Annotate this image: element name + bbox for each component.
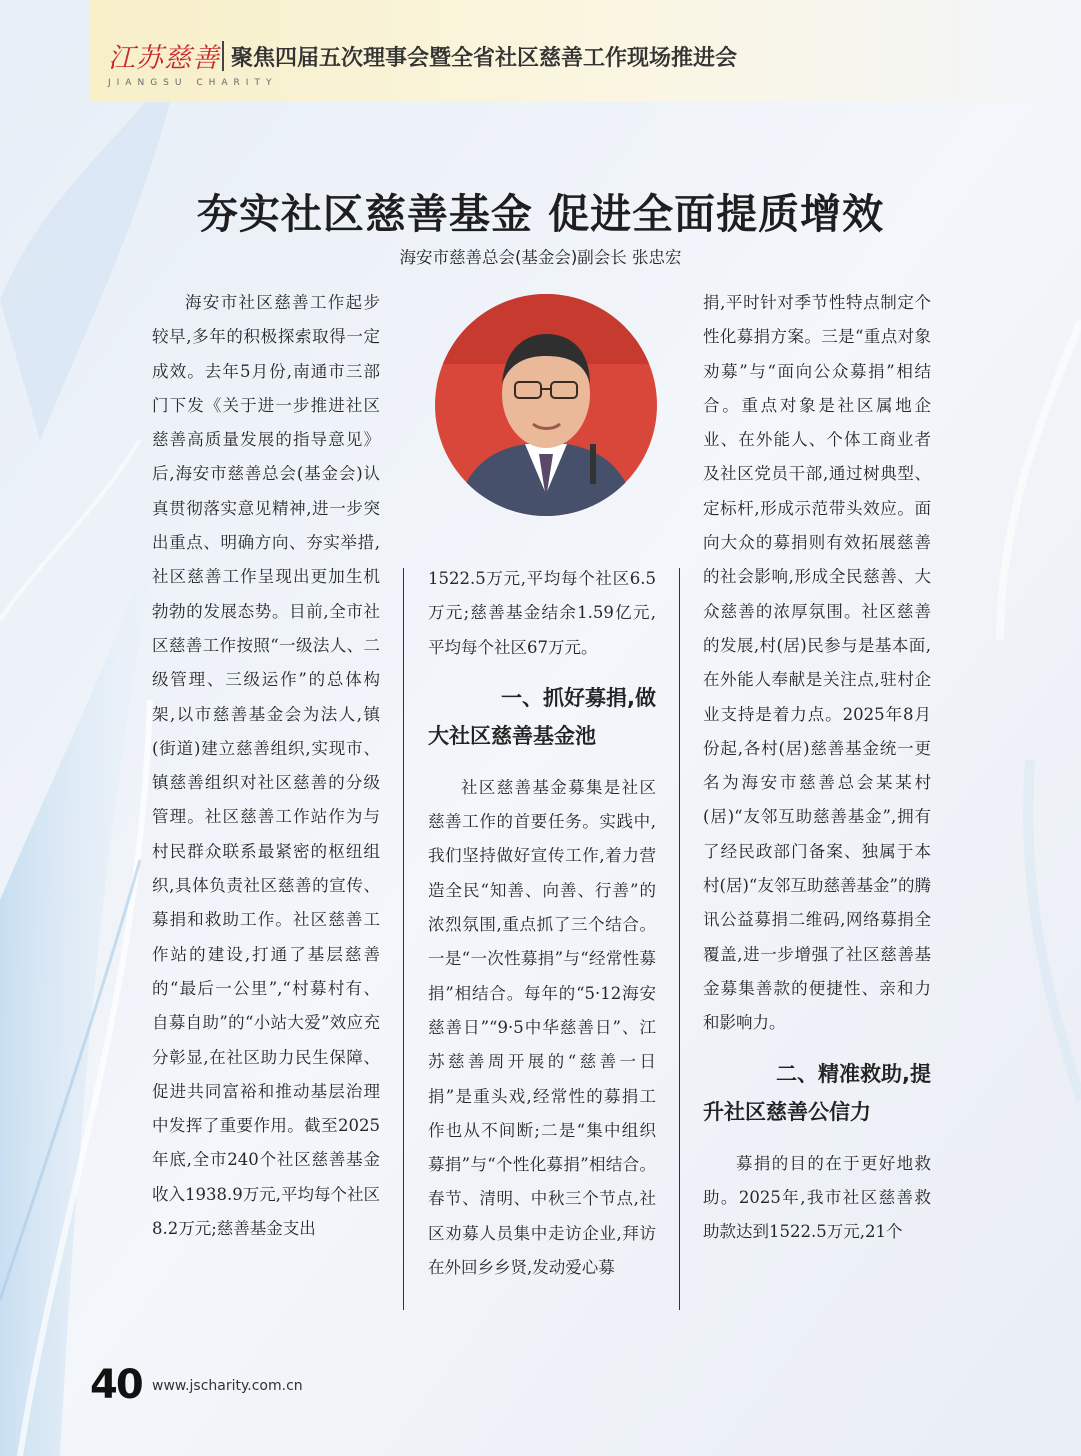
portrait-illustration: [435, 294, 657, 516]
section-header-title: 聚焦四届五次理事会暨全省社区慈善工作现场推进会: [231, 46, 738, 71]
article-byline: 海安市慈善总会(基金会)副会长 张忠宏: [399, 248, 682, 267]
article-column-2: [428, 562, 656, 1316]
website-url[interactable]: www.jscharity.com.cn: [152, 1378, 303, 1394]
section-heading-line: 二、精准救助,提: [776, 1061, 931, 1086]
article-title: 夯实社区慈善基金 促进全面提质增效: [196, 190, 885, 238]
article-column-3: [703, 286, 931, 1316]
paragraph: 社区慈善基金募集是社区慈善工作的首要任务。实践中,我们坚持做好宣传工作,着力营造全民“知善、向善、行善”的浓烈氛围,重点抓了三个结合。一是“一次性募捐”与“经常性募捐”相结合。每年的“5·12海安慈善日”“9·5中华慈善日”、江苏慈善周开展的“慈善一日捐”是重头戏,经常性的募捐工作也从不间断;二是“集中组织募捐”与“个性化募捐”相结合。春节、清明、中秋三个节点,社区劝募人员集中走访企业,拜访在外回乡乡贤,发动爱心募: [428, 777, 656, 1278]
header-divider: [222, 41, 224, 71]
paragraph: 海安市社区慈善工作起步较早,多年的积极探索取得一定成效。去年5月份,南通市三部门下发《关于进一步推进社区慈善高质量发展的指导意见》后,海安市慈善总会(基金会)认真贯彻落实意见精神,进一步突出重点、明确方向、夯实举措,社区慈善工作呈现出更加生机勃勃的发展态势。目前,全市社区慈善工作按照“一级法人、二级管理、三级运作”的总体构架,以市慈善基金会为法人,镇(街道)建立慈善组织,实现市、镇慈善组织对社区慈善的分级管理。社区慈善工作站作为与村民群众联系最紧密的枢纽组织,具体负责社区慈善的宣传、募捐和救助工作。社区慈善工作站的建设,打通了基层慈善的“最后一公里”,“村募村有、自募自助”的“小站大爱”效应充分彰显,在社区助力民生保障、促进共同富裕和推动基层治理中发挥了重要作用。截至2025年底,全市240个社区慈善基金收入1938.9万元,平均每个社区8.2万元;慈善基金支出: [152, 293, 380, 1239]
section-heading-1: [428, 679, 656, 755]
author-photo: [435, 294, 657, 516]
paragraph: 募捐的目的在于更好地救助。2025年,我市社区慈善救助款达到1522.5万元,21个: [703, 1153, 931, 1242]
logo-subtitle: JIANGSU CHARITY: [108, 78, 278, 88]
paragraph: 1522.5万元,平均每个社区6.5万元;慈善基金结余1.59亿元,平均每个社区67万元。: [428, 569, 656, 657]
logo: 江苏慈善: [108, 43, 220, 74]
section-heading-2: [703, 1055, 931, 1131]
section-heading-line: 大社区慈善基金池: [428, 723, 596, 748]
section-heading-line: 一、抓好募捐,做: [501, 685, 656, 710]
article-column-1: [152, 286, 380, 1316]
section-heading-line: 升社区慈善公信力: [703, 1099, 871, 1124]
column-divider: [679, 568, 680, 1310]
paragraph: 捐,平时针对季节性特点制定个性化募捐方案。三是“重点对象劝募”与“面向公众募捐”相结合。重点对象是社区属地企业、在外能人、个体工商业者及社区党员干部,通过树典型、定标杆,形成示范带头效应。面向大众的募捐则有效拓展慈善的社会影响,形成全民慈善、大众慈善的浓厚氛围。社区慈善的发展,村(居)民参与是基本面,在外能人奉献是关注点,驻村企业支持是着力点。2025年8月份起,各村(居)慈善基金统一更名为海安市慈善总会某某村(居)“友邻互助慈善基金”,拥有了经民政部门备案、独属于本村(居)“友邻互助慈善基金”的腾讯公益募捐二维码,网络募捐全覆盖,进一步增强了社区慈善基金募集善款的便捷性、亲和力和影响力。: [703, 293, 931, 1033]
page-number: 40: [90, 1362, 142, 1408]
column-divider: [403, 568, 404, 1310]
